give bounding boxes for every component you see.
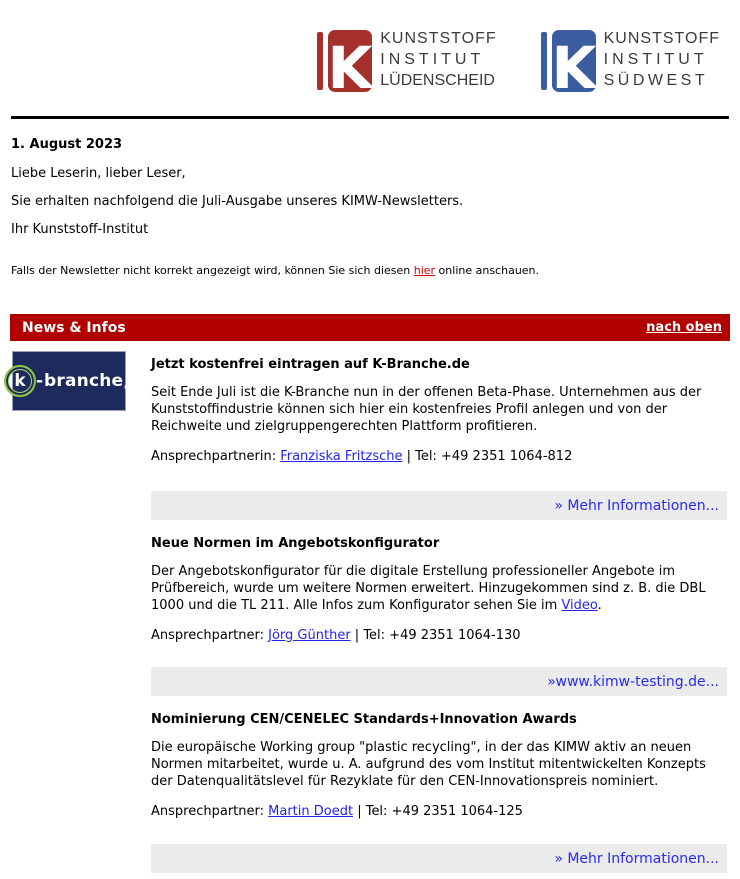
article-body-text: Der Angebotskonfigurator für die digitale Erstellung professioneller Angebote im Prüfbereich, wurde um weitere Normen erweitert. Hinzugekommen sind z. B. die DBL 1000 und die TL 211. Alle Infos zum Konfigurator sehen Sie im bbox=[151, 564, 706, 613]
back-to-top-link[interactable]: nach oben bbox=[646, 320, 722, 335]
news-content bbox=[0, 341, 740, 879]
k-branche-circle-icon: k bbox=[4, 365, 36, 397]
logo-line: INSTITUT bbox=[603, 51, 708, 68]
contact-label: Ansprechpartnerin: bbox=[151, 449, 281, 464]
notice-text-before: Falls der Newsletter nicht korrekt angezeigt wird, können Sie sich diesen bbox=[11, 264, 414, 277]
logo-line: KUNSTSTOFF bbox=[603, 30, 720, 47]
contact-phone: | Tel: +49 2351 1064-125 bbox=[353, 804, 523, 819]
contact-person-link[interactable]: Franziska Fritzsche bbox=[280, 449, 403, 464]
article-title: Nominierung CEN/CENELEC Standards+Innovation Awards bbox=[151, 712, 577, 727]
article-k-branche bbox=[151, 357, 727, 520]
contact-person-link[interactable]: Martin Doedt bbox=[268, 804, 354, 819]
article-angebotskonfigurator bbox=[151, 536, 727, 696]
more-info-link[interactable]: » Mehr Informationen... bbox=[554, 497, 719, 514]
logo-line: LÜDENSCHEID bbox=[380, 72, 495, 89]
articles-column bbox=[151, 349, 727, 873]
contact-line bbox=[151, 628, 727, 643]
kimw-luedenscheid-logo-icon bbox=[317, 30, 372, 92]
notice-text-after: online anschauen. bbox=[435, 264, 540, 277]
article-image-column bbox=[12, 349, 151, 873]
contact-line bbox=[151, 449, 727, 464]
contact-label: Ansprechpartner: bbox=[151, 804, 269, 819]
k-branche-logo-image[interactable] bbox=[12, 351, 135, 411]
logo-line: SÜDWEST bbox=[603, 72, 709, 89]
header-divider bbox=[11, 116, 729, 119]
logo-line: INSTITUT bbox=[380, 51, 485, 68]
logo-kunststoff-institut-suedwest bbox=[541, 30, 720, 92]
kimw-suedwest-logo-text bbox=[604, 30, 720, 92]
greeting-text: Liebe Leserin, lieber Leser, bbox=[11, 166, 186, 181]
video-link[interactable]: Video bbox=[561, 598, 598, 613]
kimw-luedenscheid-logo-text bbox=[380, 30, 496, 92]
k-branche-word: branche bbox=[44, 371, 124, 391]
section-title: News & Infos bbox=[22, 319, 126, 336]
issue-date: 1. August 2023 bbox=[11, 137, 123, 152]
intro-section bbox=[0, 137, 740, 237]
k-branche-tld: de bbox=[124, 383, 135, 391]
more-info-bar bbox=[151, 667, 727, 696]
article-body: Die europäische Working group "plastic recycling", in der das KIMW aktiv an neuen Normen mitarbeitet, wurde u. A. aufgrund des vom Institut mitentwickelten Konzepts der Datenqualitätslevel für Rezyklate für den CEN-Innovationspreis nominiert. bbox=[151, 740, 706, 789]
intro-line-2: Ihr Kunststoff-Institut bbox=[11, 222, 149, 237]
kimw-testing-link[interactable]: »www.kimw-testing.de... bbox=[547, 673, 719, 690]
contact-label: Ansprechpartner: bbox=[151, 628, 269, 643]
header-logos bbox=[0, 0, 740, 92]
logo-kunststoff-institut-luedenscheid bbox=[317, 30, 496, 92]
contact-person-link[interactable]: Jörg Günther bbox=[268, 628, 351, 643]
svg-text:K: K bbox=[551, 34, 596, 92]
article-body bbox=[151, 563, 727, 614]
article-title: Jetzt kostenfrei eintragen auf K-Branche.de bbox=[151, 357, 470, 372]
k-branche-logo-text bbox=[4, 365, 134, 397]
news-section-banner bbox=[10, 314, 730, 341]
logo-line: KUNSTSTOFF bbox=[380, 30, 497, 47]
k-branche-hyphen: - bbox=[35, 371, 44, 391]
svg-text:K: K bbox=[327, 34, 373, 92]
article-body: Seit Ende Juli ist die K-Branche nun in der offenen Beta-Phase. Unternehmen aus der Kunststoffindustrie können sich hier ein kostenfreies Profil anlegen und von der Reichweite und zielgruppengerechten Plattform profitieren. bbox=[151, 385, 702, 434]
intro-line-1: Sie erhalten nachfolgend die Juli-Ausgabe unseres KIMW-Newsletters. bbox=[11, 194, 464, 209]
kimw-suedwest-logo-icon bbox=[541, 30, 596, 92]
contact-line bbox=[151, 804, 727, 819]
article-cen-cenelec-awards bbox=[151, 712, 727, 873]
article-title: Neue Normen im Angebotskonfigurator bbox=[151, 536, 440, 551]
more-info-bar bbox=[151, 844, 727, 873]
contact-phone: | Tel: +49 2351 1064-130 bbox=[350, 628, 521, 643]
browser-view-notice bbox=[0, 264, 740, 277]
contact-phone: | Tel: +49 2351 1064-812 bbox=[402, 449, 573, 464]
more-info-link[interactable]: » Mehr Informationen... bbox=[554, 850, 719, 867]
more-info-bar bbox=[151, 491, 727, 520]
article-body-text-after: . bbox=[597, 598, 602, 613]
view-online-link[interactable]: hier bbox=[413, 264, 436, 277]
